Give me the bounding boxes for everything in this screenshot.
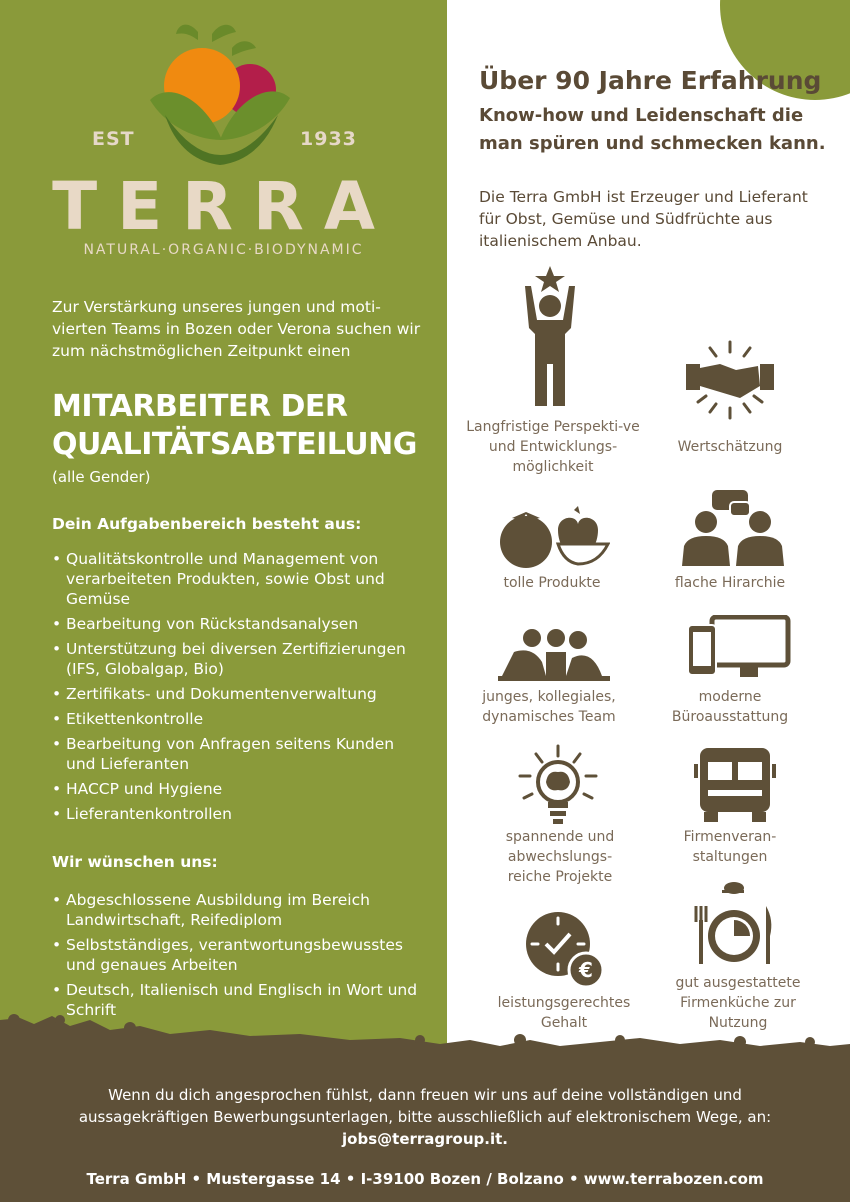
list-item: • HACCP und Hygiene <box>52 779 427 799</box>
list-item: • Bearbeitung von Rückstandsanalysen <box>52 614 427 634</box>
benefit-label: leistungsgerechtes Gehalt <box>497 995 631 1031</box>
benefit-label: junges, kollegiales, dynamisches Team <box>482 689 616 725</box>
list-item: • Bearbeitung von Anfragen seitens Kunden und Lieferanten <box>52 734 427 774</box>
brand-tagline: NATURAL·ORGANIC·BIODYNAMIC <box>83 242 364 258</box>
plate-cutlery-icon <box>692 880 776 966</box>
experience-subtitle: Know-how und Leidenschaft die man spüren und schmecken kann. <box>479 105 826 154</box>
clock-euro-icon <box>522 908 608 990</box>
benefit-label: moderne Büroausstattung <box>671 689 789 725</box>
experience-title: Über 90 Jahre Erfahrung <box>479 66 822 95</box>
benefit-label: Wertschätzung <box>677 439 783 455</box>
list-item: • Selbstständiges, verantwortungsbewusstes und genaues Arbeiten <box>52 935 427 975</box>
team-meeting-icon <box>494 628 614 683</box>
brand-name: TERRA <box>52 168 395 245</box>
handshake-icon <box>680 340 780 420</box>
list-item: • Etikettenkontrolle <box>52 709 427 729</box>
tasks-list <box>52 549 427 829</box>
footer-address: Terra GmbH • Mustergasse 14 • I-39100 Bozen / Bolzano • www.terrabozen.com <box>86 1170 764 1188</box>
wishes-heading: Wir wünschen uns: <box>52 853 218 871</box>
footer-text: Wenn du dich angesprochen fühlst, dann freuen wir uns auf deine vollständigen und aussagekräftigen Bewerbungsunterlagen, bitte ausschließlich auf elektronischem Wege, an: <box>78 1086 772 1126</box>
benefit-label: gut ausgestattete Firmenküche zur Nutzung <box>675 975 801 1031</box>
company-description: Die Terra GmbH ist Erzeuger und Lieferant für Obst, Gemüse und Südfrüchte aus italienischem Anbau. <box>479 188 808 250</box>
benefit-label: Firmenveran-staltungen <box>683 829 777 865</box>
job-title-line1: MITARBEITER DER <box>52 389 348 424</box>
logo <box>0 20 447 270</box>
devices-icon <box>684 615 794 685</box>
footer-email[interactable]: jobs@terragroup.it. <box>342 1130 508 1148</box>
list-item: • Abgeschlossene Ausbildung im Bereich Landwirtschaft, Reifediplom <box>52 890 427 930</box>
tasks-heading: Dein Aufgabenbereich besteht aus: <box>52 515 362 533</box>
footer-note <box>0 1084 850 1150</box>
year-label: 1933 <box>300 128 357 150</box>
list-item: • Lieferantenkontrollen <box>52 804 427 824</box>
two-people-chat-icon <box>680 490 790 570</box>
person-star-icon <box>515 264 585 409</box>
benefit-label: flache Hirarchie <box>674 575 786 591</box>
est-label: EST <box>92 128 135 150</box>
list-item: • Qualitätskontrolle und Management von verarbeiteten Produkten, sowie Obst und Gemüse <box>52 549 427 609</box>
job-title-line2: QUALITÄTSABTEILUNG <box>52 427 417 462</box>
benefit-label: spannende und abwechslungs-reiche Projekte <box>505 829 615 885</box>
bus-icon <box>694 744 776 824</box>
job-title <box>52 388 442 464</box>
benefit-label: Langfristige Perspekti-ve und Entwicklungs-möglichkeit <box>466 419 640 475</box>
list-item: • Unterstützung bei diversen Zertifizierungen (IFS, Globalgap, Bio) <box>52 639 427 679</box>
intro-text: Zur Verstärkung unseres jungen und moti-vierten Teams in Bozen oder Verona suchen wir zum nächstmöglichen Zeitpunkt einen <box>52 298 421 360</box>
fruit-icon <box>498 506 610 570</box>
svg-text:€: € <box>579 958 593 982</box>
fruit-bowl-icon <box>0 20 447 180</box>
gender-note: (alle Gender) <box>52 468 151 486</box>
list-item: • Zertifikats- und Dokumentenverwaltung <box>52 684 427 704</box>
lightbulb-brain-icon <box>516 744 600 828</box>
benefit-label: tolle Produkte <box>503 575 601 591</box>
list-item: • Deutsch, Italienisch und Englisch in Wort und Schrift <box>52 980 427 1020</box>
